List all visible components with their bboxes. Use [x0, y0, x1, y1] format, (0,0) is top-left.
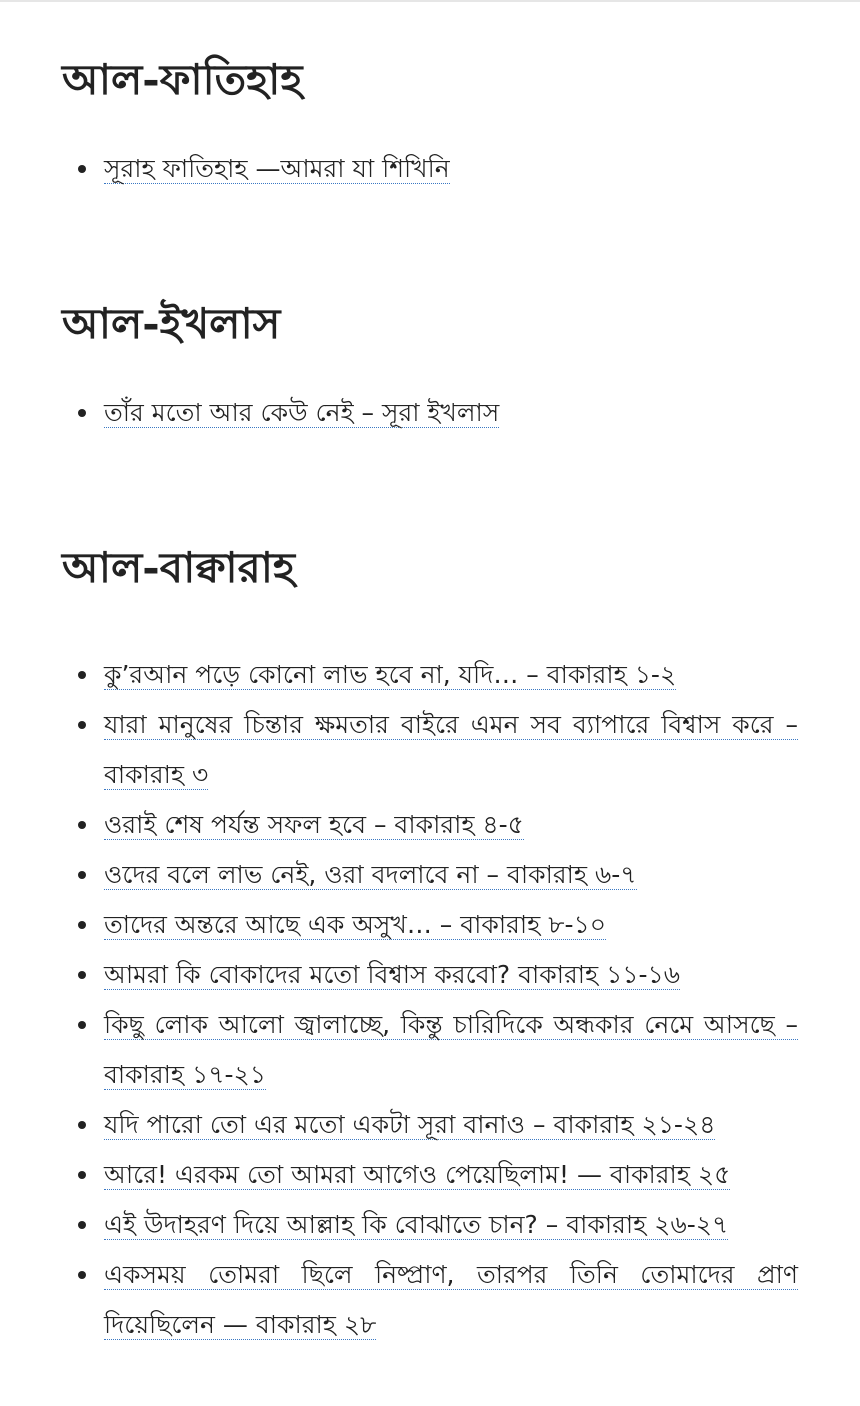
list-item — [62, 950, 798, 1000]
list-item — [62, 388, 798, 438]
section-heading: আল-ফাতিহাহ — [62, 55, 303, 104]
article-link[interactable]: এই উদাহরণ দিয়ে আল্লাহ কি বোঝাতে চান? – বাকারাহ ২৬-২৭ — [104, 1210, 729, 1239]
list-item — [62, 1000, 798, 1100]
article-link[interactable]: ওদের বলে লাভ নেই, ওরা বদলাবে না – বাকারাহ ৬-৭ — [104, 860, 637, 889]
top-divider — [0, 0, 860, 2]
article-link[interactable]: আমরা কি বোকাদের মতো বিশ্বাস করবো? বাকারাহ ১১-১৬ — [104, 960, 681, 989]
list-item — [62, 850, 798, 900]
link-list — [62, 650, 798, 1350]
section-heading: আল-ইখলাস — [62, 299, 281, 348]
article-link[interactable]: সূরাহ ফাতিহাহ —আমরা যা শিখিনি — [104, 154, 450, 183]
list-item — [62, 1200, 798, 1250]
list-item — [62, 144, 798, 194]
article-content — [62, 40, 798, 1350]
article-link[interactable]: তাদের অন্তরে আছে এক অসুখ… – বাকারাহ ৮-১০ — [104, 910, 606, 939]
section-al-baqarah — [62, 528, 798, 1350]
list-item — [62, 800, 798, 850]
article-link[interactable]: একসময় তোমরা ছিলে নিষ্প্রাণ, তারপর তিনি তোমাদের প্রাণ দিয়েছিলেন — বাকারাহ ২৮ — [104, 1260, 798, 1339]
list-item — [62, 900, 798, 950]
section-al-ikhlas — [62, 284, 798, 438]
link-list — [62, 388, 798, 438]
article-link[interactable]: তাঁর মতো আর কেউ নেই – সূরা ইখলাস — [104, 398, 500, 427]
section-al-fatihah — [62, 40, 798, 194]
list-item — [62, 1150, 798, 1200]
article-link[interactable]: আরে! এরকম তো আমরা আগেও পেয়েছিলাম! — বাকারাহ ২৫ — [104, 1160, 731, 1189]
list-item — [62, 1100, 798, 1150]
article-link[interactable]: যদি পারো তো এর মতো একটা সূরা বানাও – বাকারাহ ২১-২৪ — [104, 1110, 716, 1139]
list-item — [62, 700, 798, 800]
article-link[interactable]: ওরাই শেষ পর্যন্ত সফল হবে – বাকারাহ ৪-৫ — [104, 810, 524, 839]
list-item — [62, 650, 798, 700]
list-item — [62, 1250, 798, 1350]
article-link[interactable]: কু’রআন পড়ে কোনো লাভ হবে না, যদি… – বাকারাহ ১-২ — [104, 660, 677, 689]
article-link[interactable]: যারা মানুষের চিন্তার ক্ষমতার বাইরে এমন সব ব্যাপারে বিশ্বাস করে – বাকারাহ ৩ — [104, 710, 798, 789]
section-heading: আল-বাক্বারাহ — [62, 543, 295, 592]
article-link[interactable]: কিছু লোক আলো জ্বালাচ্ছে, কিন্তু চারিদিকে অন্ধকার নেমে আসছে – বাকারাহ ১৭-২১ — [104, 1010, 798, 1089]
link-list — [62, 144, 798, 194]
